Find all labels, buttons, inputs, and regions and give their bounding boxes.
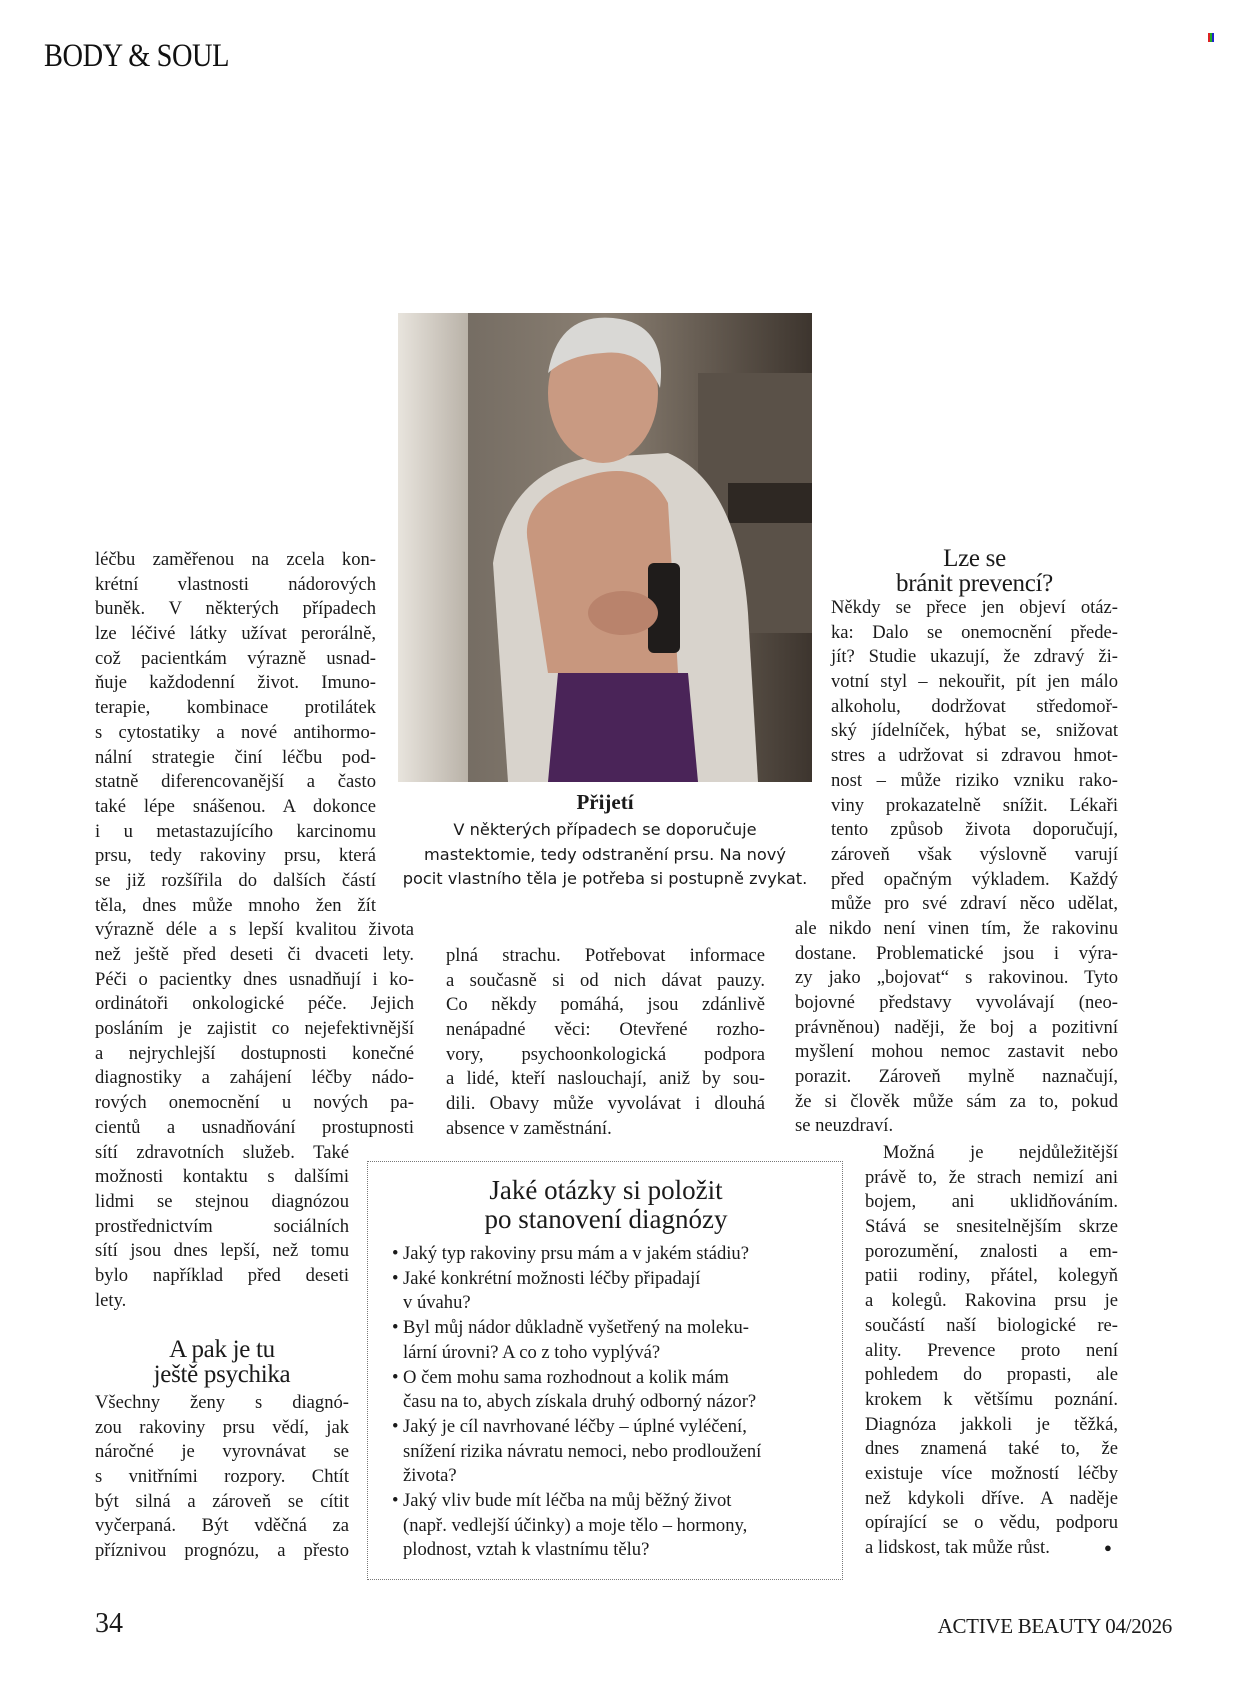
text-line: plná strachu. Potřebovat informace bbox=[446, 945, 765, 966]
text-line: dili. Obavy může vyvolávat i dlouhá bbox=[446, 1093, 765, 1115]
bullet-icon: • bbox=[392, 1243, 399, 1264]
article-end-mark: ● bbox=[1104, 1540, 1112, 1555]
text-line: prsu, tedy rakoviny prsu, která bbox=[95, 845, 376, 867]
text-line: alkoholu, dodržovat středomoř- bbox=[831, 695, 1118, 717]
text-line: že si člověk může sám za to, pokud bbox=[795, 1090, 1118, 1112]
text-line: a současně si od nich dávat pauzy. bbox=[446, 969, 765, 991]
text-line: než kdykoli dříve. A naděje bbox=[865, 1487, 1118, 1509]
text-line: tento způsob života doporučují, bbox=[831, 819, 1118, 841]
subheading-line: Lze se bbox=[943, 545, 1006, 572]
text-line: a kolegů. Rakovina prsu je bbox=[865, 1290, 1118, 1312]
caption-line: mastektomie, tedy odstranění prsu. Na nový bbox=[424, 844, 786, 864]
text-line: před opačným výkladem. Každý bbox=[831, 868, 1118, 890]
question-line: Jaký je cíl navrhované léčby – úplné vyléčení, bbox=[403, 1415, 747, 1437]
text-line: právněnou) naději, že boj a pozitivní bbox=[795, 1016, 1118, 1038]
text-line: než ještě před deseti či dvaceti lety. bbox=[95, 944, 414, 965]
text-line: prostřednictvím sociálních bbox=[95, 1215, 349, 1237]
subheading-line: A pak je tu bbox=[169, 1336, 275, 1363]
text-line: porozumění, znalosti a em- bbox=[865, 1240, 1118, 1262]
question-line: plodnost, vztah k vlastnímu tělu? bbox=[403, 1539, 650, 1561]
text-line: ordinátoři onkologické péče. Jejich bbox=[95, 993, 414, 1015]
text-line: absence v zaměstnání. bbox=[446, 1117, 612, 1139]
subheading-psychika bbox=[95, 1337, 349, 1387]
text-line: bojovné představy vyvolávají (neo- bbox=[795, 992, 1118, 1013]
text-line: právě to, že strach nemizí ani bbox=[865, 1166, 1118, 1188]
text-line: porazit. Zároveň mylně naznačují, bbox=[795, 1066, 1118, 1088]
bullet-icon: • bbox=[392, 1415, 399, 1437]
text-line: náročné je vyrovnávat se bbox=[95, 1441, 349, 1463]
text-line: sítí zdravotních služeb. Také bbox=[95, 1141, 349, 1163]
text-line: votní styl – nekouřit, pít jen málo bbox=[831, 671, 1118, 693]
text-line: a nejrychlejší dostupnosti konečné bbox=[95, 1042, 414, 1064]
color-registration-mark bbox=[1208, 33, 1214, 42]
question-line: (např. vedlejší účinky) a moje tělo – hormony, bbox=[403, 1514, 748, 1536]
text-line: léčbu zaměřenou na zcela kon- bbox=[95, 549, 376, 570]
text-line: Stává se snesitelnějším skrze bbox=[865, 1216, 1118, 1238]
text-line: lety. bbox=[95, 1289, 127, 1311]
text-line: vory, psychoonkologická podpora bbox=[446, 1043, 765, 1065]
text-line: vyčerpaná. Být vděčná za bbox=[95, 1515, 349, 1537]
text-line: s vnitřními rozpory. Chtít bbox=[95, 1466, 349, 1488]
photo-caption-title: Přijetí bbox=[576, 790, 634, 814]
text-line: Diagnóza jakkoli je těžká, bbox=[865, 1413, 1118, 1435]
question-line: snížení rizika návratu nemoci, nebo prodloužení bbox=[403, 1440, 762, 1462]
question-item bbox=[368, 1267, 828, 1316]
text-line: krétní vlastnosti nádorových bbox=[95, 573, 376, 595]
questions-box bbox=[367, 1161, 843, 1580]
text-line: jít? Studie ukazují, že zdravý ži- bbox=[831, 646, 1118, 668]
text-line: těla, dnes může mnoho žen žít bbox=[95, 894, 376, 916]
text-line: a lidé, kteří naslouchají, aniž by sou- bbox=[446, 1068, 765, 1090]
bullet-icon: • bbox=[392, 1490, 399, 1512]
text-line: bojem, ani uklidňováním. bbox=[865, 1191, 1118, 1213]
text-line: se již rozšířila do dalších částí bbox=[95, 869, 376, 891]
text-line: i u metastazujícího karcinomu bbox=[95, 820, 376, 842]
questions-list bbox=[368, 1242, 828, 1563]
text-line: lidmi se stejnou diagnózou bbox=[95, 1190, 349, 1212]
section-label: BODY & SOUL bbox=[44, 38, 230, 74]
bullet-icon: • bbox=[392, 1267, 399, 1289]
issue-label: ACTIVE BEAUTY 04/2026 bbox=[937, 1614, 1172, 1638]
text-line: možnosti kontaktu s dalšími bbox=[95, 1166, 349, 1188]
question-item bbox=[368, 1415, 828, 1489]
question-item bbox=[368, 1316, 828, 1365]
page-number: 34 bbox=[95, 1608, 123, 1639]
text-line: což pacientkám výrazně usnad- bbox=[95, 647, 376, 669]
text-line: ský jídelníček, hýbat se, snižovat bbox=[831, 720, 1118, 742]
question-line: Jaký vliv bude mít léčba na můj běžný život bbox=[403, 1490, 732, 1512]
text-line: pohledem do propasti, ale bbox=[865, 1364, 1118, 1386]
article-photo bbox=[398, 313, 812, 782]
text-line: Péči o pacientky dnes usnadňují i ko- bbox=[95, 968, 414, 990]
text-line: příznivou prognózu, a přesto bbox=[95, 1540, 349, 1562]
text-line: a lidskost, tak může růst. bbox=[865, 1537, 1050, 1558]
middle-column-paragraph bbox=[446, 944, 765, 1142]
text-line: se neuzdraví. bbox=[795, 1115, 894, 1137]
text-line: krokem k většímu poznání. bbox=[865, 1388, 1118, 1410]
bullet-icon: • bbox=[392, 1366, 399, 1388]
text-line: nost – může riziko vzniku rako- bbox=[831, 769, 1118, 791]
photo-woman-illustration bbox=[398, 313, 812, 782]
text-line: ality. Prevence proto není bbox=[865, 1339, 1118, 1361]
question-line: lární úrovni? A co z toho vyplývá? bbox=[403, 1341, 661, 1363]
text-line: cientů a usnadňování prostupnosti bbox=[95, 1116, 414, 1138]
question-line: v úvahu? bbox=[403, 1292, 471, 1314]
question-line: Jaký typ rakoviny prsu mám a v jakém stádiu? bbox=[403, 1243, 749, 1264]
right-column-paragraph bbox=[795, 596, 1118, 1139]
bullet-icon: • bbox=[392, 1317, 399, 1339]
question-line: O čem mohu sama rozhodnout a kolik mám bbox=[403, 1366, 729, 1388]
caption-line: pocit vlastního těla je potřeba si postupně zvykat. bbox=[402, 869, 808, 888]
subheading-line: bránit prevencí? bbox=[896, 570, 1053, 597]
text-line: terapie, kombinace protilátek bbox=[95, 697, 376, 719]
text-line: zároveň však výslovně varují bbox=[831, 843, 1118, 865]
subheading-prevence bbox=[831, 546, 1118, 596]
text-line: statně diferencovanější a často bbox=[95, 771, 376, 793]
question-item bbox=[368, 1366, 828, 1415]
box-title-line: Jaké otázky si položit bbox=[489, 1175, 723, 1205]
text-line: Co někdy pomáhá, jsou zdánlivě bbox=[446, 994, 765, 1016]
text-line: lze léčivé látky užívat perorálně, bbox=[95, 623, 376, 645]
question-item bbox=[368, 1489, 828, 1563]
text-line: patii rodiny, přátel, kolegyň bbox=[865, 1265, 1118, 1287]
text-line: existuje více možností léčby bbox=[865, 1462, 1118, 1484]
text-line: součástí naší biologické re- bbox=[865, 1314, 1118, 1336]
text-line: opírající se o vědu, podporu bbox=[865, 1512, 1118, 1534]
text-line: ňuje každodenní život. Imuno- bbox=[95, 672, 376, 694]
text-line: stres a udržovat si zdravou hmot- bbox=[831, 745, 1118, 767]
text-line: dostane. Problematické jsou i výra- bbox=[795, 942, 1118, 964]
text-line: nální strategie činí léčbu pod- bbox=[95, 746, 376, 768]
text-line: s cytostatiky a nové antihormo- bbox=[95, 721, 376, 743]
text-line: zy jako „bojovat“ s rakovinou. Tyto bbox=[795, 967, 1118, 989]
text-line: zou rakoviny prsu vědí, jak bbox=[95, 1416, 349, 1438]
text-line: Všechny ženy s diagnó- bbox=[95, 1392, 349, 1413]
questions-box-title bbox=[368, 1176, 844, 1234]
text-line: také lépe snášenou. A dokonce bbox=[95, 795, 376, 817]
text-line: rových onemocnění u nových pa- bbox=[95, 1092, 414, 1114]
text-line: být silná a zároveň se cítit bbox=[95, 1490, 349, 1512]
left-column-paragraph-2 bbox=[95, 1391, 349, 1564]
text-line: Někdy se přece jen objeví otáz- bbox=[831, 597, 1118, 618]
text-line: může pro své zdraví něco udělat, bbox=[831, 893, 1118, 915]
caption-line: V některých případech se doporučuje bbox=[453, 820, 757, 839]
question-line: Jaké konkrétní možnosti léčby připadají bbox=[403, 1267, 701, 1289]
text-line: diagnostiky a zahájení léčby nádo- bbox=[95, 1067, 414, 1089]
text-line: posláním je zajistit co nejefektivnější bbox=[95, 1018, 414, 1040]
text-line: ka: Dalo se onemocnění přede- bbox=[831, 621, 1118, 643]
text-line: myšlení mohou nemoc zastavit nebo bbox=[795, 1041, 1118, 1063]
text-line: nenápadné věci: Otevřené rozho- bbox=[446, 1019, 765, 1041]
text-line: Možná je nejdůležitější bbox=[883, 1142, 1118, 1163]
text-line: bylo například před deseti bbox=[95, 1264, 349, 1286]
text-line: buněk. V některých případech bbox=[95, 598, 376, 620]
box-title-line: po stanovení diagnózy bbox=[484, 1204, 728, 1234]
photo-caption bbox=[398, 818, 812, 892]
question-line: života? bbox=[403, 1465, 457, 1487]
question-line: Byl můj nádor důkladně vyšetřený na moleku- bbox=[403, 1317, 749, 1339]
text-line: sítí jsou dnes lepší, než tomu bbox=[95, 1240, 349, 1262]
text-line: dnes znamená také to, že bbox=[865, 1438, 1118, 1460]
text-line: výrazně déle a s lepší kvalitou života bbox=[95, 919, 414, 941]
text-line: ale nikdo není vinen tím, že rakovinu bbox=[795, 917, 1118, 939]
question-line: času na to, abych získala druhý odborný názor? bbox=[403, 1391, 757, 1413]
subheading-line: ještě psychika bbox=[153, 1361, 291, 1388]
text-line: viny prokazatelně snížit. Lékaři bbox=[831, 794, 1118, 816]
right-column-paragraph-2 bbox=[865, 1141, 1118, 1561]
question-item bbox=[368, 1242, 828, 1267]
